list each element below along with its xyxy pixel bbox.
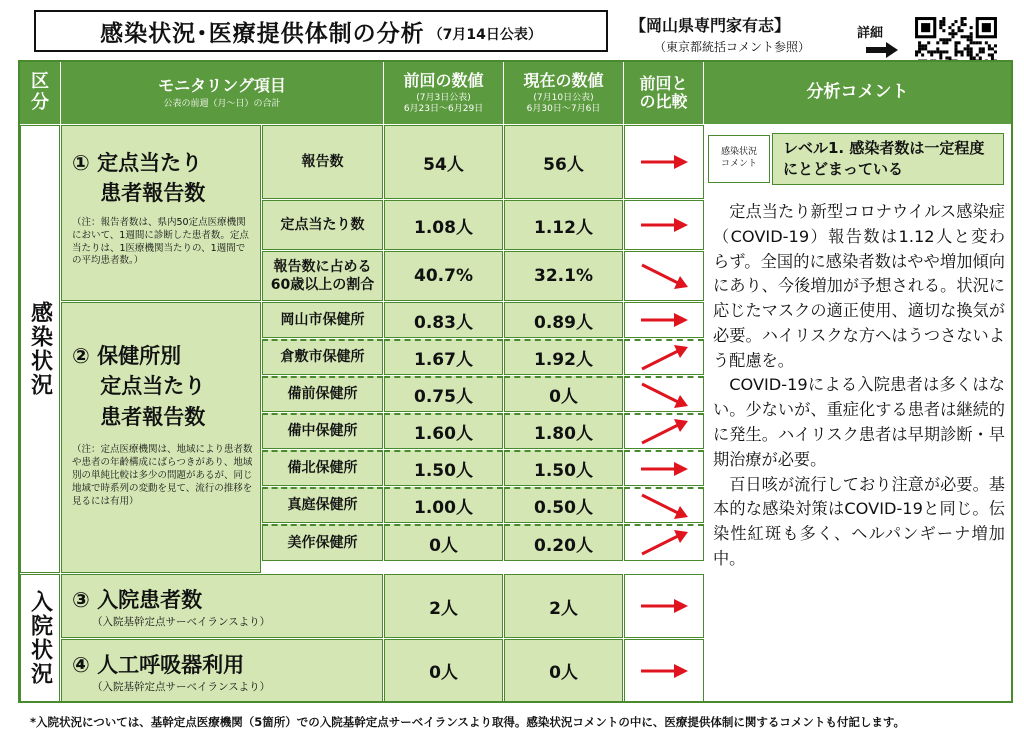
row-curr-value: 56人 [504,125,623,199]
header-prev-note2: 6月23日～6月29日 [403,103,484,114]
header-curr-note2: 6月30日～7月6日 [526,103,601,114]
item-fixed-title: ① 定点当たり 患者報告数 [72,151,206,206]
item-fixed-note: （注：報告者数は、県内50定点医療機関において、1週間に診断した患者数。定点当たりは、1医療機関当たりの、1週間での平均患者数。） [72,216,249,267]
trend-arrow-icon [624,339,704,375]
row-curr-value: 1.50人 [504,450,623,486]
level-badge: レベル1. 感染者数は一定程度にとどまっている [772,133,1004,185]
item-inpatient-note: （入院基幹定点サーベイランスより） [92,616,271,629]
trend-arrow-icon [624,487,704,523]
item-ventilator [61,639,383,702]
header-curr-label: 現在の数値 [523,70,604,90]
expert-group: 【岡山県専門家有志】 [630,16,791,35]
row-label: 備北保健所 [262,450,383,486]
comment-paragraph: COVID-19による入院患者は多くはない。少ないが、重症化する患者は継続的に発生。ハイリスク患者は早期診断・早期治療が必要。 [713,375,1005,469]
inpatient-curr: 2人 [504,574,623,638]
ventilator-curr: 0人 [504,639,623,702]
row-curr-value: 32.1% [504,251,623,301]
row-label: 倉敷市保健所 [262,339,383,375]
row-curr-value: 1.80人 [504,413,623,449]
publish-date: （7月14日公表） [428,27,542,43]
header-item-label: モニタリング項目 [158,76,286,96]
header-prev-label: 前回の数値 [403,70,484,90]
inpatient-prev: 2人 [384,574,503,638]
comment-paragraph: 百日咳が流行しており注意が必要。基本的な感染対策はCOVID-19と同じ。伝染性紅斑も多く、ヘルパンギーナ増加中。 [713,474,1005,568]
header-compare: 前回と の比較 [624,62,703,124]
row-prev-value: 1.08人 [384,200,503,250]
header-prev [384,62,503,124]
detail-label: 詳細 [857,26,884,41]
title-box [34,10,608,52]
header-item-note: 公表の前週（月～日）の合計 [163,98,281,109]
expert-note: （東京都統括コメント参照） [654,40,811,54]
arrow-right-icon [866,42,898,58]
status-label: 感染状況 コメント [708,135,770,183]
row-curr-value: 1.12人 [504,200,623,250]
row-curr-value: 0.20人 [504,524,623,561]
trend-arrow-icon [624,450,704,486]
header-curr-note1: (7月10日公表) [533,93,594,104]
item-health-note: （注：定点医療機関は、地域により患者数や患者の年齢構成にばらつきがあり、地域別の単純比較は多少の問題があるが、同じ地域で時系列の変動を見て、流行の推移を見るには有用） [72,444,253,507]
footer-note: *入院状況については、基幹定点医療機関（5箇所）での入院基幹定点サーベイランスより取得。感染状況コメントの中に、医療提供体制に関するコメントも付記します。 [30,715,906,729]
row-prev-value: 0人 [384,524,503,561]
page-title: 感染状況･医療提供体制の分析 [100,20,425,47]
inpatient-trend-arrow-icon [624,574,704,638]
header-comment: 分析コメント [704,62,1011,124]
trend-arrow-icon [624,125,704,199]
header-prev-note1: (7月3日公表) [416,93,471,104]
row-label: 備前保健所 [262,376,383,412]
ventilator-trend-arrow-icon [624,639,704,702]
row-label: 岡山市保健所 [262,302,383,338]
row-label: 報告数に占める 60歳以上の割合 [262,251,383,301]
row-curr-value: 1.92人 [504,339,623,375]
item-health-center [61,302,261,573]
item-ventilator-note: （入院基幹定点サーベイランスより） [92,681,271,694]
trend-arrow-icon [624,251,704,301]
ventilator-prev: 0人 [384,639,503,702]
row-curr-value: 0.89人 [504,302,623,338]
comment-paragraph: 定点当たり新型コロナウイルス感染症（COVID-19）報告数は1.12人と変わらず。全国的に感染者数はやや増加傾向にあり、今後増加が予想される。状況に応じたマスクの適正使用、適切な換気が必要。ハイリスクな方へはうつさないよう配慮を。 [713,202,1005,370]
row-prev-value: 54人 [384,125,503,199]
row-curr-value: 0人 [504,376,623,412]
row-prev-value: 1.67人 [384,339,503,375]
row-prev-value: 0.75人 [384,376,503,412]
trend-arrow-icon [624,413,704,449]
row-prev-value: 40.7% [384,251,503,301]
row-prev-value: 1.50人 [384,450,503,486]
row-label: 美作保健所 [262,524,383,561]
section-infection: 感染状況 [20,125,60,573]
row-label: 真庭保健所 [262,487,383,523]
row-prev-value: 1.00人 [384,487,503,523]
trend-arrow-icon [624,302,704,338]
row-label: 備中保健所 [262,413,383,449]
trend-arrow-icon [624,200,704,250]
item-ventilator-title: ④ 人工呼吸器利用 [72,653,245,677]
row-label: 報告数 [262,125,383,199]
item-fixed-point [61,125,261,301]
header-item [61,62,383,124]
row-prev-value: 0.83人 [384,302,503,338]
header-curr [504,62,623,124]
trend-arrow-icon [624,524,704,561]
trend-arrow-icon [624,376,704,412]
comment-text [713,200,1005,572]
item-inpatient-title: ③ 入院患者数 [72,588,203,612]
item-inpatient [61,574,383,638]
header-section: 区 分 [20,62,60,124]
item-health-title: ② 保健所別 定点当たり 患者報告数 [72,344,206,429]
row-curr-value: 0.50人 [504,487,623,523]
row-label: 定点当たり数 [262,200,383,250]
row-prev-value: 1.60人 [384,413,503,449]
section-hospital: 入院状況 [20,574,60,702]
